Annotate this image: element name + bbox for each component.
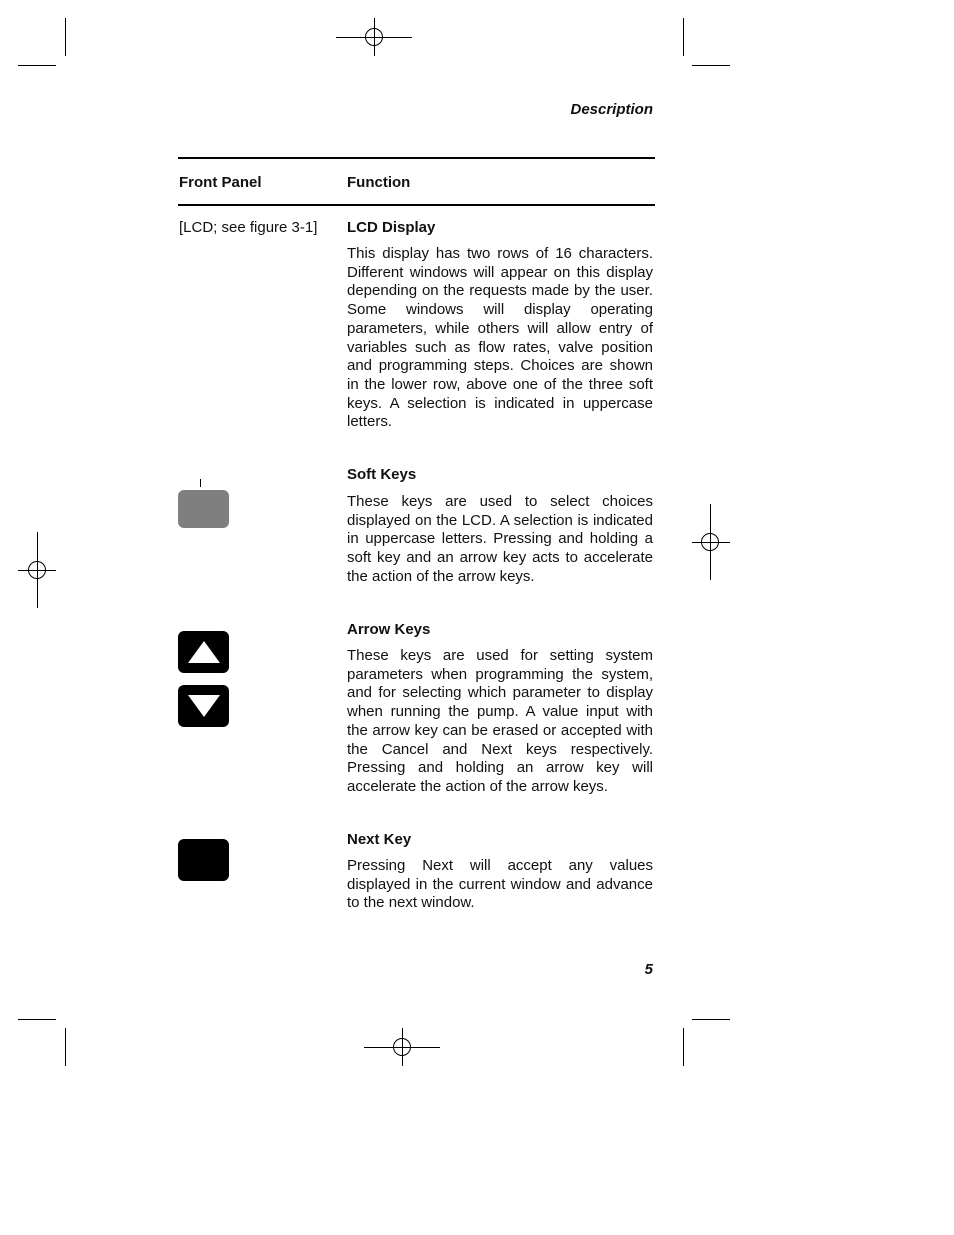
section-title: LCD Display (347, 219, 436, 236)
up-arrow-key-icon (178, 631, 229, 673)
section-body: Pressing Next will accept any values displayed in the current window and advance to the next window. (347, 857, 653, 912)
up-arrow-icon (188, 641, 220, 663)
registration-circle (28, 561, 46, 579)
crop-mark (692, 1019, 730, 1020)
registration-circle (365, 28, 383, 46)
section-title: Next Key (347, 831, 412, 848)
down-arrow-icon (188, 695, 220, 717)
running-head: Description (570, 101, 653, 118)
crop-mark (65, 18, 66, 56)
crop-mark (18, 65, 56, 66)
crop-mark (65, 1028, 66, 1066)
soft-key-icon (178, 490, 229, 528)
section-title: Soft Keys (347, 466, 417, 483)
section-body: These keys are used for setting system parameters when programming the system, and for selecting which parameter to display when running the pump. A value input with the arrow key can be erased or accepted with the Cancel and Next keys respectively. Pressing and holding an arrow key will accelerate the action of the arrow keys. (347, 647, 653, 795)
column-header-front-panel: Front Panel (179, 174, 262, 191)
next-key-icon (178, 839, 229, 881)
down-arrow-key-icon (178, 685, 229, 727)
crop-mark (18, 1019, 56, 1020)
section-body: These keys are used to select choices displayed on the LCD. A selection is indicated in uppercase letters. Pressing and holding a soft key and an arrow key acts to accelerate the action of the arrow keys. (347, 493, 653, 585)
table-top-rule (178, 157, 655, 159)
column-header-function: Function (347, 174, 411, 191)
table-header-rule (178, 204, 655, 206)
soft-key-tick (200, 479, 201, 487)
crop-mark (683, 18, 684, 56)
section-title: Arrow Keys (347, 621, 431, 638)
crop-mark (692, 65, 730, 66)
crop-mark (683, 1028, 684, 1066)
panel-label-lcd: [LCD; see figure 3-1] (179, 219, 318, 236)
page-number: 5 (644, 961, 653, 978)
registration-circle (393, 1038, 411, 1056)
registration-circle (701, 533, 719, 551)
section-body: This display has two rows of 16 characters. Different windows will appear on this display depending on the requests made by the user. Some windows will display operating parameters, while others will allow entry of variables such as flow rates, valve position and programming steps. Choices are shown in the lower row, above one of the three soft keys. A selection is indicated in uppercase letters. (347, 245, 653, 431)
